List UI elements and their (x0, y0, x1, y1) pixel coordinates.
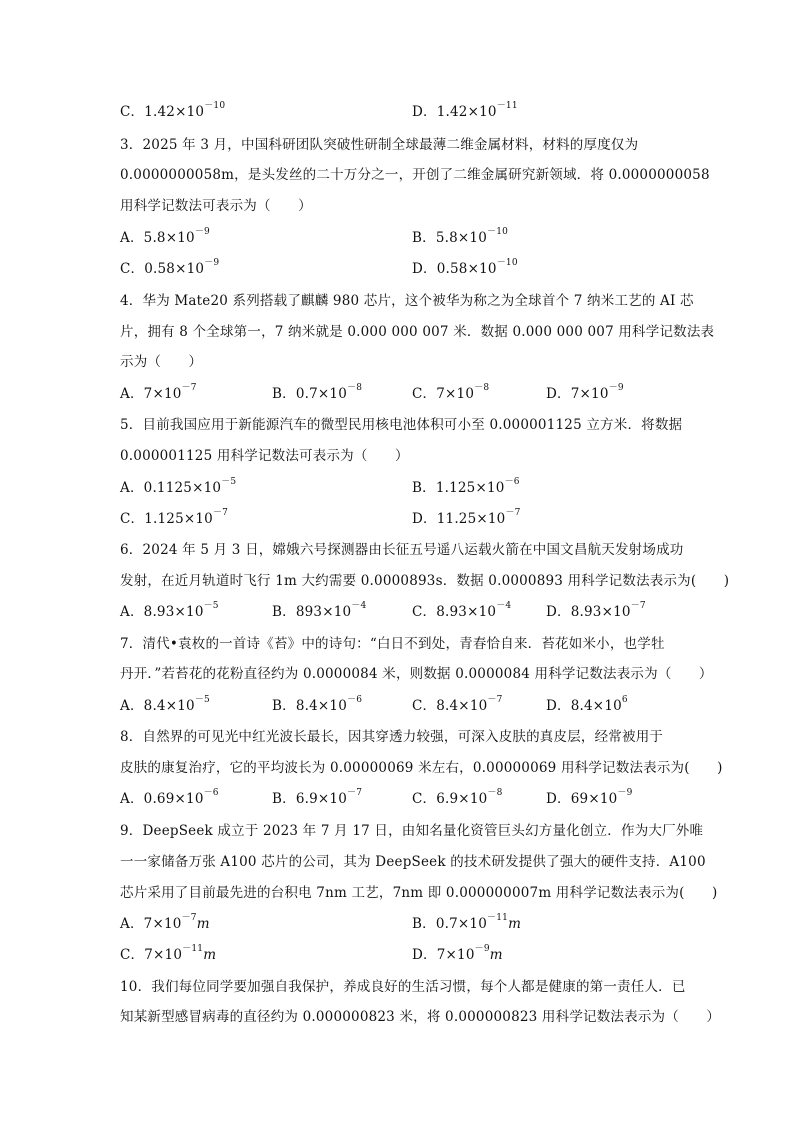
option-base: 1.125×10 (435, 480, 505, 496)
option-exponent: －9 (194, 227, 210, 237)
option-c (120, 945, 216, 965)
option-exponent: －7 (630, 601, 646, 611)
option-label: D． (412, 104, 437, 120)
question-7-stem-line: 丹开．”若苔花的花粉直径约为 0.0000084 米，则数据 0.0000084 用科学记数法表示为（ ） (120, 666, 713, 682)
option-label: C． (120, 511, 145, 527)
option-b (272, 696, 362, 716)
option-base: 0.1125×10 (143, 480, 222, 496)
option-base: 7×10 (436, 947, 475, 963)
option-a (120, 696, 210, 716)
option-base: 7×10 (144, 947, 183, 963)
option-base: 6.9×10 (295, 791, 347, 807)
option-base: 0.69×10 (143, 791, 204, 807)
option-b (272, 384, 362, 404)
option-base: 0.58×10 (144, 261, 205, 277)
option-label: A． (120, 480, 144, 496)
option-base: 893×10 (295, 604, 352, 620)
option-exponent: －9 (608, 383, 624, 393)
option-exponent: －9 (474, 944, 490, 954)
option-exponent: －6 (347, 695, 363, 705)
option-c (120, 102, 225, 122)
option-c (412, 384, 489, 404)
option-base: 8.4×10 (295, 698, 347, 714)
option-b (272, 789, 362, 809)
option-base: 8.93×10 (436, 604, 497, 620)
question-3-stem-line: 用科学记数法可表示为（ ） (120, 198, 312, 214)
option-exponent: －8 (487, 788, 503, 798)
option-label: C． (412, 698, 437, 714)
question-4-stem-line: 示为（ ） (120, 354, 203, 370)
option-exponent: －11 (182, 944, 204, 954)
option-d (546, 789, 633, 809)
option-label: C． (120, 261, 145, 277)
question-9-stem-line: 一一家储备万张 A100 芯片的公司，其为 DeepSeek 的技术研发提供了强大的硬件支持．A100 (120, 854, 706, 870)
option-base: 0.7×10 (435, 916, 487, 932)
option-base: 5.8×10 (435, 230, 487, 246)
option-label: C． (412, 386, 437, 402)
option-label: B． (272, 698, 296, 714)
option-exponent: －5 (194, 695, 210, 705)
question-6-stem-line: 6．2024 年 5 月 3 日，嫦娥六号探测器由长征五号遥八运载火箭在中国文昌航天发射场成功 (120, 542, 684, 558)
option-b (412, 478, 520, 498)
option-exponent: －7 (212, 508, 229, 518)
option-label: B． (272, 604, 296, 620)
option-exponent: －7 (181, 383, 197, 393)
option-exponent: 6 (621, 695, 628, 705)
option-exponent: －10 (496, 258, 518, 268)
option-a (120, 384, 197, 404)
option-label: D． (412, 511, 437, 527)
option-d (412, 945, 503, 965)
option-base: 5.8×10 (143, 230, 195, 246)
question-3-stem-line: 0.0000000058m，是头发丝的二十万分之一，开创了二维金属研究新领域．将 0.0000000058 (120, 167, 710, 183)
option-label: A． (120, 604, 144, 620)
option-exponent: －7 (181, 913, 197, 923)
question-4-stem-line: 4．华为 Mate20 系列搭载了麒麟 980 芯片，这个被华为称之为全球首个 7 纳米工艺的 AI 芯 (120, 293, 694, 309)
option-label: C． (412, 791, 437, 807)
option-base: 0.7×10 (295, 386, 347, 402)
option-exponent: －4 (351, 601, 367, 611)
option-label: B． (272, 791, 296, 807)
option-label: D． (412, 947, 437, 963)
question-10-stem-line: 知某新型感冒病毒的直径约为 0.000000823 米，将 0.000000823 用科学记数法表示为（ ） (120, 1009, 721, 1025)
option-label: B． (412, 230, 436, 246)
option-a (120, 914, 210, 934)
option-c (412, 696, 503, 716)
option-base: 8.4×10 (143, 698, 195, 714)
option-label: D． (546, 604, 571, 620)
option-base: 8.93×10 (570, 604, 631, 620)
option-exponent: －7 (487, 695, 503, 705)
option-base: 1.42×10 (144, 104, 205, 120)
option-a (120, 228, 210, 248)
question-9-stem-line: 9．DeepSeek 成立于 2023 年 7 月 17 日，由知名量化资管巨头幻方量化创立．作为大厂外唯 (120, 823, 704, 839)
option-unit: m (489, 947, 503, 963)
option-label: D． (546, 386, 571, 402)
option-label: C． (120, 947, 145, 963)
option-a (120, 602, 219, 622)
option-base: 0.58×10 (436, 261, 497, 277)
option-base: 1.125×10 (144, 511, 213, 527)
question-4-stem-line: 片，拥有 8 个全球第一，7 纳米就是 0.000 000 007 米．数据 0.000 000 007 用科学记数法表 (120, 324, 715, 340)
option-base: 1.42×10 (436, 104, 497, 120)
option-exponent: －4 (496, 601, 512, 611)
option-exponent: －10 (487, 227, 509, 237)
question-5-stem-line: 0.000001125 用科学记数法可表示为（ ） (120, 448, 409, 464)
option-exponent: －10 (204, 101, 226, 111)
option-c (412, 789, 503, 809)
option-a (120, 789, 219, 809)
option-exponent: －8 (474, 383, 490, 393)
option-a (120, 478, 236, 498)
question-8-stem-line: 8．自然界的可见光中红光波长最长，因其穿透力较强，可深入皮肤的真皮层，经常被用于 (120, 729, 664, 745)
question-10-stem-line: 10．我们每位同学要加强自我保护，养成良好的生活习惯，每个人都是健康的第一责任人．已 (120, 979, 686, 995)
option-label: A． (120, 386, 144, 402)
option-exponent: －5 (221, 477, 237, 487)
option-exponent: －11 (496, 101, 518, 111)
option-exponent: －5 (203, 601, 219, 611)
option-base: 11.25×10 (436, 511, 506, 527)
option-unit: m (508, 916, 522, 932)
option-base: 7×10 (436, 386, 475, 402)
option-label: B． (412, 480, 436, 496)
option-label: A． (120, 916, 144, 932)
option-label: D． (412, 261, 437, 277)
option-label: C． (120, 104, 145, 120)
option-base: 8.93×10 (143, 604, 204, 620)
option-base: 69×10 (570, 791, 618, 807)
option-b (272, 602, 366, 622)
question-7-stem-line: 7．清代•袁枚的一首诗《苔》中的诗句：“白日不到处，青春恰自来．苔花如米小，也学牡 (120, 636, 665, 652)
option-base: 6.9×10 (436, 791, 488, 807)
option-label: D． (546, 791, 571, 807)
option-label: B． (272, 386, 296, 402)
option-base: 7×10 (570, 386, 609, 402)
option-label: A． (120, 698, 144, 714)
option-label: D． (546, 698, 571, 714)
option-c (412, 602, 511, 622)
option-c (120, 259, 219, 279)
option-exponent: －7 (505, 508, 521, 518)
option-base: 8.4×10 (570, 698, 622, 714)
option-exponent: －7 (347, 788, 363, 798)
option-b (412, 228, 508, 248)
option-unit: m (196, 916, 210, 932)
option-exponent: －8 (347, 383, 363, 393)
option-exponent: －9 (617, 788, 633, 798)
option-base: 7×10 (143, 916, 182, 932)
option-label: A． (120, 791, 144, 807)
option-c (120, 509, 228, 529)
option-b (412, 914, 521, 934)
question-5-stem-line: 5．目前我国应用于新能源汽车的微型民用核电池体积可小至 0.000001125 立方米．将数据 (120, 417, 683, 433)
option-exponent: －6 (504, 477, 520, 487)
option-base: 8.4×10 (436, 698, 488, 714)
option-exponent: －9 (204, 258, 220, 268)
option-unit: m (203, 947, 217, 963)
option-d (412, 509, 521, 529)
option-base: 7×10 (143, 386, 182, 402)
option-label: B． (412, 916, 436, 932)
option-d (546, 384, 624, 404)
option-exponent: －6 (203, 788, 219, 798)
option-d (412, 102, 518, 122)
question-6-stem-line: 发射，在近月轨道时飞行 1m 大约需要 0.0000893s．数据 0.0000893 用科学记数法表示为( ) (120, 573, 730, 589)
option-label: C． (412, 604, 437, 620)
question-9-stem-line: 芯片采用了目前最先进的台积电 7nm 工艺，7nm 即 0.000000007m 用科学记数法表示为( ) (120, 885, 718, 901)
option-d (412, 259, 518, 279)
option-d (546, 696, 628, 716)
option-label: A． (120, 230, 144, 246)
option-d (546, 602, 646, 622)
option-exponent: －11 (487, 913, 509, 923)
question-3-stem-line: 3．2025 年 3 月，中国科研团队突破性研制全球最薄二维金属材料，材料的厚度仅为 (120, 137, 639, 153)
question-8-stem-line: 皮肤的康复治疗，它的平均波长为 0.00000069 米左右，0.00000069 用科学记数法表示为( ) (120, 760, 723, 776)
